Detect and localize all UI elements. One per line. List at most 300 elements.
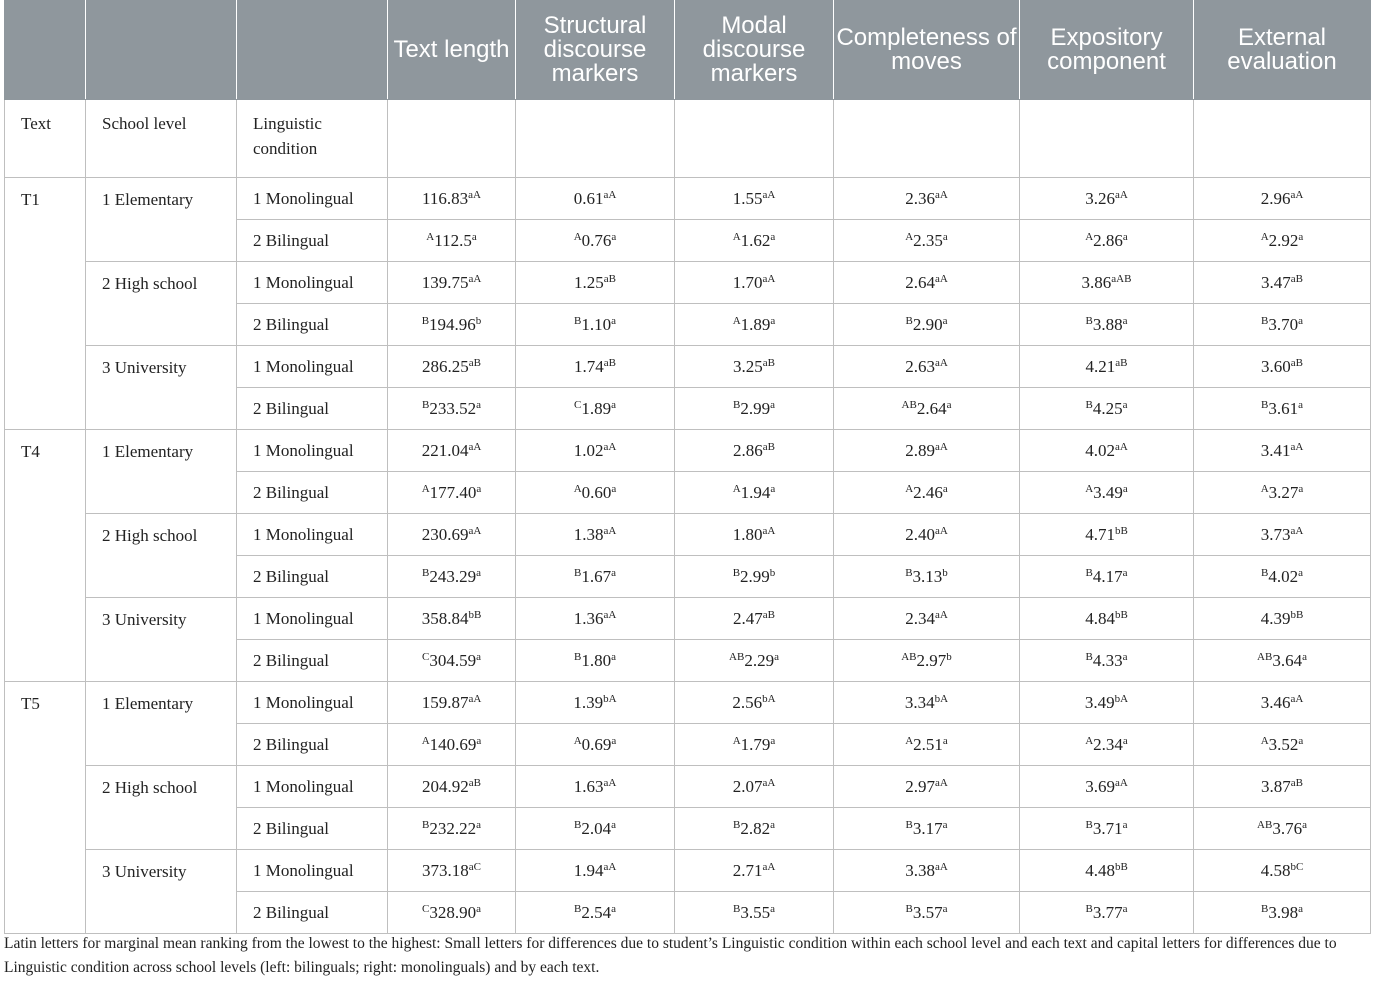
value-cell <box>1020 556 1194 598</box>
column-header-structural-markers: Structural discourse markers <box>516 1 675 100</box>
value-cell <box>516 514 675 556</box>
suffix-superscript: a <box>611 314 616 327</box>
suffix-superscript: bB <box>1114 524 1128 537</box>
value-cell <box>1020 808 1194 850</box>
table-row <box>5 262 1371 304</box>
value-cell <box>675 808 834 850</box>
value-number: 1.80 <box>581 650 612 670</box>
value-number: 221.04 <box>421 440 469 460</box>
value-cell <box>516 766 675 808</box>
prefix-superscript: A <box>905 230 914 243</box>
prefix-superscript: A <box>421 734 430 747</box>
suffix-superscript: a <box>770 230 776 243</box>
column-header-expository: Expository component <box>1020 1 1194 100</box>
value-cell <box>516 682 675 724</box>
prefix-superscript: A <box>1085 482 1094 495</box>
value-number: 233.52 <box>429 398 477 418</box>
value-number: 3.73 <box>1260 524 1291 544</box>
suffix-superscript: a <box>611 734 617 747</box>
prefix-superscript: B <box>733 398 741 411</box>
value-cell <box>834 472 1020 514</box>
value-number: 3.41 <box>1260 440 1291 460</box>
suffix-superscript: aA <box>468 272 482 285</box>
suffix-superscript: a <box>1302 650 1307 663</box>
value-cell <box>388 430 516 472</box>
value-number: 2.97 <box>916 650 947 670</box>
suffix-superscript: aA <box>603 608 617 621</box>
value-cell <box>388 724 516 766</box>
prefix-superscript: B <box>574 818 582 831</box>
value-number: 177.40 <box>429 482 477 502</box>
value-number: 2.90 <box>912 314 943 334</box>
suffix-superscript: aA <box>934 272 948 285</box>
value-cell <box>675 682 834 724</box>
linguistic-condition-cell: 1 Monolingual <box>237 430 388 472</box>
value-number: 3.13 <box>912 566 943 586</box>
value-number: 4.84 <box>1085 608 1115 628</box>
suffix-superscript: aB <box>762 356 775 369</box>
prefix-superscript: B <box>422 398 430 411</box>
suffix-superscript: a <box>942 818 948 831</box>
text-cell: T4 <box>5 430 86 682</box>
linguistic-condition-cell: 1 Monolingual <box>237 262 388 304</box>
suffix-superscript: a <box>476 398 481 411</box>
value-number: 4.39 <box>1260 608 1291 628</box>
value-number: 139.75 <box>421 272 469 292</box>
table-body <box>5 100 1371 934</box>
prefix-superscript: A <box>732 482 741 495</box>
value-number: 304.59 <box>429 650 477 670</box>
suffix-superscript: aA <box>934 608 948 621</box>
value-number: 2.35 <box>913 230 943 250</box>
value-cell <box>388 346 516 388</box>
suffix-superscript: aC <box>468 860 481 873</box>
value-number: 194.96 <box>429 314 476 334</box>
value-cell <box>675 640 834 682</box>
prefix-superscript: A <box>732 734 741 747</box>
value-cell <box>1194 892 1371 934</box>
suffix-superscript: a <box>942 734 948 747</box>
value-number: 2.54 <box>581 902 612 922</box>
suffix-superscript: a <box>476 650 481 663</box>
suffix-superscript: aA <box>934 440 948 453</box>
linguistic-condition-cell: 2 Bilingual <box>237 808 388 850</box>
suffix-superscript: bA <box>1114 692 1129 705</box>
value-number: 159.87 <box>421 692 469 712</box>
prefix-superscript: B <box>1261 314 1269 327</box>
subheader-linguistic-condition: Linguistic condition <box>237 100 388 178</box>
value-number: 4.25 <box>1092 398 1123 418</box>
suffix-superscript: a <box>1122 818 1128 831</box>
prefix-superscript: B <box>422 566 430 579</box>
value-cell <box>1194 808 1371 850</box>
value-number: 3.49 <box>1084 692 1115 712</box>
linguistic-condition-cell: 2 Bilingual <box>237 556 388 598</box>
value-number: 1.74 <box>574 356 604 376</box>
value-cell <box>388 472 516 514</box>
suffix-superscript: a <box>1122 902 1128 915</box>
prefix-superscript: B <box>905 902 913 915</box>
prefix-superscript: A <box>573 482 582 495</box>
suffix-superscript: aB <box>1115 356 1128 369</box>
value-cell <box>834 850 1020 892</box>
prefix-superscript: B <box>574 314 582 327</box>
prefix-superscript: B <box>1085 650 1093 663</box>
value-cell <box>388 682 516 724</box>
suffix-superscript: a <box>942 314 948 327</box>
value-cell <box>1020 304 1194 346</box>
linguistic-condition-cell: 2 Bilingual <box>237 892 388 934</box>
suffix-superscript: a <box>770 314 776 327</box>
value-number: 2.04 <box>581 818 612 838</box>
value-number: 2.64 <box>905 272 935 292</box>
suffix-superscript: aA <box>762 524 776 537</box>
value-number: 3.52 <box>1268 734 1299 754</box>
suffix-superscript: a <box>611 566 616 579</box>
table-header <box>5 1 1371 100</box>
value-cell <box>516 388 675 430</box>
value-cell <box>834 514 1020 556</box>
suffix-superscript: aA <box>1290 692 1304 705</box>
linguistic-condition-cell: 2 Bilingual <box>237 640 388 682</box>
prefix-superscript: A <box>732 230 741 243</box>
prefix-superscript: AB <box>729 650 745 663</box>
suffix-superscript: aA <box>468 188 481 201</box>
value-cell <box>834 724 1020 766</box>
suffix-superscript: a <box>476 734 482 747</box>
value-number: 3.86 <box>1081 272 1112 292</box>
value-number: 2.07 <box>732 776 763 796</box>
value-cell <box>388 262 516 304</box>
value-cell <box>388 640 516 682</box>
suffix-superscript: a <box>476 902 481 915</box>
value-number: 3.27 <box>1268 482 1299 502</box>
suffix-superscript: a <box>611 818 616 831</box>
value-number: 2.86 <box>733 440 763 460</box>
value-cell <box>834 262 1020 304</box>
suffix-superscript: aB <box>1290 356 1303 369</box>
suffix-superscript: a <box>1298 230 1304 243</box>
prefix-superscript: A <box>1260 482 1269 495</box>
prefix-superscript: B <box>1085 902 1093 915</box>
suffix-superscript: a <box>1122 398 1128 411</box>
empty-cell <box>388 100 516 178</box>
value-cell <box>516 808 675 850</box>
value-cell <box>834 892 1020 934</box>
value-cell <box>516 640 675 682</box>
column-header-external-evaluation: External evaluation <box>1194 1 1371 100</box>
value-number: 2.46 <box>913 482 943 502</box>
suffix-superscript: a <box>942 230 948 243</box>
suffix-superscript: aA <box>934 776 948 789</box>
prefix-superscript: A <box>1260 230 1269 243</box>
prefix-superscript: B <box>905 818 913 831</box>
value-cell <box>675 346 834 388</box>
value-number: 3.38 <box>905 860 935 880</box>
value-number: 4.02 <box>1085 440 1115 460</box>
suffix-superscript: a <box>942 482 948 495</box>
linguistic-condition-cell: 2 Bilingual <box>237 724 388 766</box>
value-number: 3.76 <box>1272 818 1303 838</box>
school-level-cell: 1 Elementary <box>86 682 237 766</box>
value-cell <box>516 892 675 934</box>
prefix-superscript: B <box>732 566 741 579</box>
table-row <box>5 178 1371 220</box>
suffix-superscript: a <box>1298 734 1304 747</box>
suffix-superscript: b <box>942 566 948 579</box>
suffix-superscript: bB <box>1114 608 1128 621</box>
value-number: 3.34 <box>904 692 935 712</box>
suffix-superscript: aA <box>762 188 776 201</box>
prefix-superscript: AB <box>901 650 917 663</box>
table-row <box>5 430 1371 472</box>
suffix-superscript: aB <box>762 440 775 453</box>
suffix-superscript: bA <box>934 692 949 705</box>
suffix-superscript: bB <box>1114 860 1128 873</box>
value-number: 2.64 <box>916 398 947 418</box>
value-cell <box>388 514 516 556</box>
suffix-superscript: a <box>611 902 616 915</box>
prefix-superscript: A <box>732 314 741 327</box>
value-cell <box>834 640 1020 682</box>
suffix-superscript: a <box>471 230 477 243</box>
value-number: 1.38 <box>573 524 604 544</box>
value-number: 373.18 <box>422 860 469 880</box>
value-cell <box>834 598 1020 640</box>
value-cell <box>1020 178 1194 220</box>
suffix-superscript: aA <box>934 860 948 873</box>
suffix-superscript: aB <box>603 272 616 285</box>
value-number: 3.55 <box>740 902 771 922</box>
value-cell <box>675 262 834 304</box>
suffix-superscript: a <box>946 398 952 411</box>
suffix-superscript: aA <box>1290 440 1304 453</box>
prefix-superscript: B <box>574 650 582 663</box>
value-cell <box>675 766 834 808</box>
suffix-superscript: aA <box>934 356 948 369</box>
value-cell <box>516 850 675 892</box>
value-number: 1.70 <box>732 272 763 292</box>
value-number: 2.92 <box>1268 230 1299 250</box>
suffix-superscript: a <box>1302 818 1307 831</box>
subheader-text: Text <box>5 100 86 178</box>
suffix-superscript: a <box>770 734 776 747</box>
suffix-superscript: aA <box>762 272 776 285</box>
value-number: 3.47 <box>1261 272 1291 292</box>
suffix-superscript: aB <box>468 356 481 369</box>
empty-cell <box>675 100 834 178</box>
value-cell <box>1194 346 1371 388</box>
value-cell <box>834 178 1020 220</box>
value-cell <box>675 850 834 892</box>
school-level-cell: 3 University <box>86 346 237 430</box>
prefix-superscript: B <box>733 902 741 915</box>
suffix-superscript: aA <box>603 524 617 537</box>
value-number: 3.25 <box>733 356 763 376</box>
value-number: 1.62 <box>740 230 771 250</box>
suffix-superscript: aB <box>1290 272 1303 285</box>
value-cell <box>388 766 516 808</box>
value-number: 2.40 <box>905 524 935 544</box>
value-cell <box>1020 766 1194 808</box>
value-number: 358.84 <box>421 608 469 628</box>
column-header <box>5 1 86 100</box>
value-cell <box>1020 430 1194 472</box>
value-number: 1.89 <box>740 314 771 334</box>
value-cell <box>388 598 516 640</box>
value-cell <box>1194 430 1371 472</box>
value-cell <box>516 178 675 220</box>
value-number: 3.46 <box>1260 692 1291 712</box>
prefix-superscript: C <box>422 650 430 663</box>
prefix-superscript: B <box>905 314 913 327</box>
value-number: 230.69 <box>421 524 469 544</box>
prefix-superscript: A <box>573 734 582 747</box>
value-cell <box>1194 766 1371 808</box>
value-cell <box>1194 556 1371 598</box>
suffix-superscript: a <box>1298 902 1303 915</box>
value-number: 1.10 <box>581 314 612 334</box>
value-cell <box>1020 262 1194 304</box>
value-cell <box>675 514 834 556</box>
suffix-superscript: a <box>611 398 616 411</box>
value-number: 3.71 <box>1092 818 1123 838</box>
suffix-superscript: a <box>770 482 776 495</box>
prefix-superscript: B <box>574 902 582 915</box>
table-footnote: Latin letters for marginal mean ranking from the lowest to the highest: Small letters for differences due to student’s Linguistic condition within each school level and each text and capital letters for differences due to Linguistic condition across school levels (left: bilinguals; right: monolinguals) and by each text. <box>4 935 1337 976</box>
prefix-superscript: B <box>1085 398 1093 411</box>
suffix-superscript: aA <box>1114 776 1128 789</box>
value-cell <box>1194 724 1371 766</box>
suffix-superscript: a <box>1122 566 1128 579</box>
value-cell <box>1020 514 1194 556</box>
prefix-superscript: B <box>905 566 913 579</box>
subheader-row <box>5 100 1371 178</box>
value-cell <box>1194 304 1371 346</box>
value-cell <box>1020 388 1194 430</box>
value-number: 0.61 <box>573 188 604 208</box>
prefix-superscript: B <box>1085 818 1093 831</box>
suffix-superscript: a <box>942 902 948 915</box>
suffix-superscript: bB <box>468 608 482 621</box>
value-cell <box>834 304 1020 346</box>
prefix-superscript: C <box>422 902 430 915</box>
suffix-superscript: aA <box>1290 524 1304 537</box>
value-cell <box>516 262 675 304</box>
value-cell <box>675 304 834 346</box>
value-cell <box>1194 682 1371 724</box>
linguistic-condition-cell: 2 Bilingual <box>237 220 388 262</box>
value-cell <box>1020 850 1194 892</box>
value-number: 0.69 <box>581 734 612 754</box>
value-number: 3.64 <box>1272 650 1303 670</box>
value-number: 2.51 <box>913 734 943 754</box>
value-number: 2.89 <box>905 440 935 460</box>
value-cell <box>1020 892 1194 934</box>
value-number: 1.79 <box>740 734 771 754</box>
linguistic-condition-cell: 1 Monolingual <box>237 850 388 892</box>
suffix-superscript: aB <box>762 608 775 621</box>
value-cell <box>388 850 516 892</box>
linguistic-condition-cell: 1 Monolingual <box>237 178 388 220</box>
suffix-superscript: aA <box>934 188 948 201</box>
value-number: 328.90 <box>429 902 477 922</box>
value-cell <box>516 304 675 346</box>
value-number: 1.55 <box>732 188 763 208</box>
value-number: 2.99 <box>740 566 770 586</box>
suffix-superscript: bA <box>603 692 617 705</box>
linguistic-condition-cell: 2 Bilingual <box>237 388 388 430</box>
value-cell <box>834 808 1020 850</box>
suffix-superscript: a <box>1298 482 1304 495</box>
value-cell <box>1194 178 1371 220</box>
value-cell <box>516 724 675 766</box>
value-cell <box>675 472 834 514</box>
value-number: 204.92 <box>422 776 469 796</box>
value-cell <box>388 808 516 850</box>
suffix-superscript: b <box>946 650 952 663</box>
suffix-superscript: aA <box>1114 188 1128 201</box>
linguistic-condition-cell: 2 Bilingual <box>237 472 388 514</box>
value-cell <box>388 178 516 220</box>
value-number: 3.17 <box>912 818 943 838</box>
value-number: 1.39 <box>573 692 604 712</box>
prefix-superscript: B <box>422 818 430 831</box>
suffix-superscript: b <box>475 314 482 327</box>
value-number: 4.58 <box>1260 860 1291 880</box>
text-cell: T1 <box>5 178 86 430</box>
suffix-superscript: aA <box>1290 188 1304 201</box>
suffix-superscript: a <box>770 902 775 915</box>
value-number: 2.86 <box>1093 230 1123 250</box>
suffix-superscript: a <box>1122 734 1128 747</box>
value-cell <box>388 388 516 430</box>
table-row <box>5 514 1371 556</box>
text-cell: T5 <box>5 682 86 934</box>
value-cell <box>1194 388 1371 430</box>
column-header-completeness: Completeness of moves <box>834 1 1020 100</box>
value-cell <box>1194 220 1371 262</box>
value-cell <box>1020 724 1194 766</box>
value-cell <box>675 178 834 220</box>
value-number: 3.60 <box>1261 356 1291 376</box>
value-cell <box>388 220 516 262</box>
value-cell <box>834 220 1020 262</box>
prefix-superscript: B <box>1085 566 1093 579</box>
school-level-cell: 1 Elementary <box>86 430 237 514</box>
value-number: 2.63 <box>905 356 935 376</box>
value-cell <box>675 388 834 430</box>
value-cell <box>1020 346 1194 388</box>
value-number: 0.76 <box>581 230 612 250</box>
suffix-superscript: aA <box>468 692 482 705</box>
suffix-superscript: aA <box>468 524 482 537</box>
column-header-text-length: Text length <box>388 1 516 100</box>
value-cell <box>834 682 1020 724</box>
prefix-superscript: B <box>1085 314 1093 327</box>
suffix-superscript: a <box>770 398 775 411</box>
value-number: 2.99 <box>740 398 771 418</box>
value-cell <box>1194 850 1371 892</box>
value-number: 1.02 <box>573 440 604 460</box>
value-cell <box>675 556 834 598</box>
suffix-superscript: a <box>476 482 482 495</box>
prefix-superscript: B <box>733 818 741 831</box>
value-number: 4.48 <box>1085 860 1115 880</box>
school-level-cell: 2 High school <box>86 262 237 346</box>
value-number: 112.5 <box>434 230 472 250</box>
value-number: 1.25 <box>574 272 604 292</box>
